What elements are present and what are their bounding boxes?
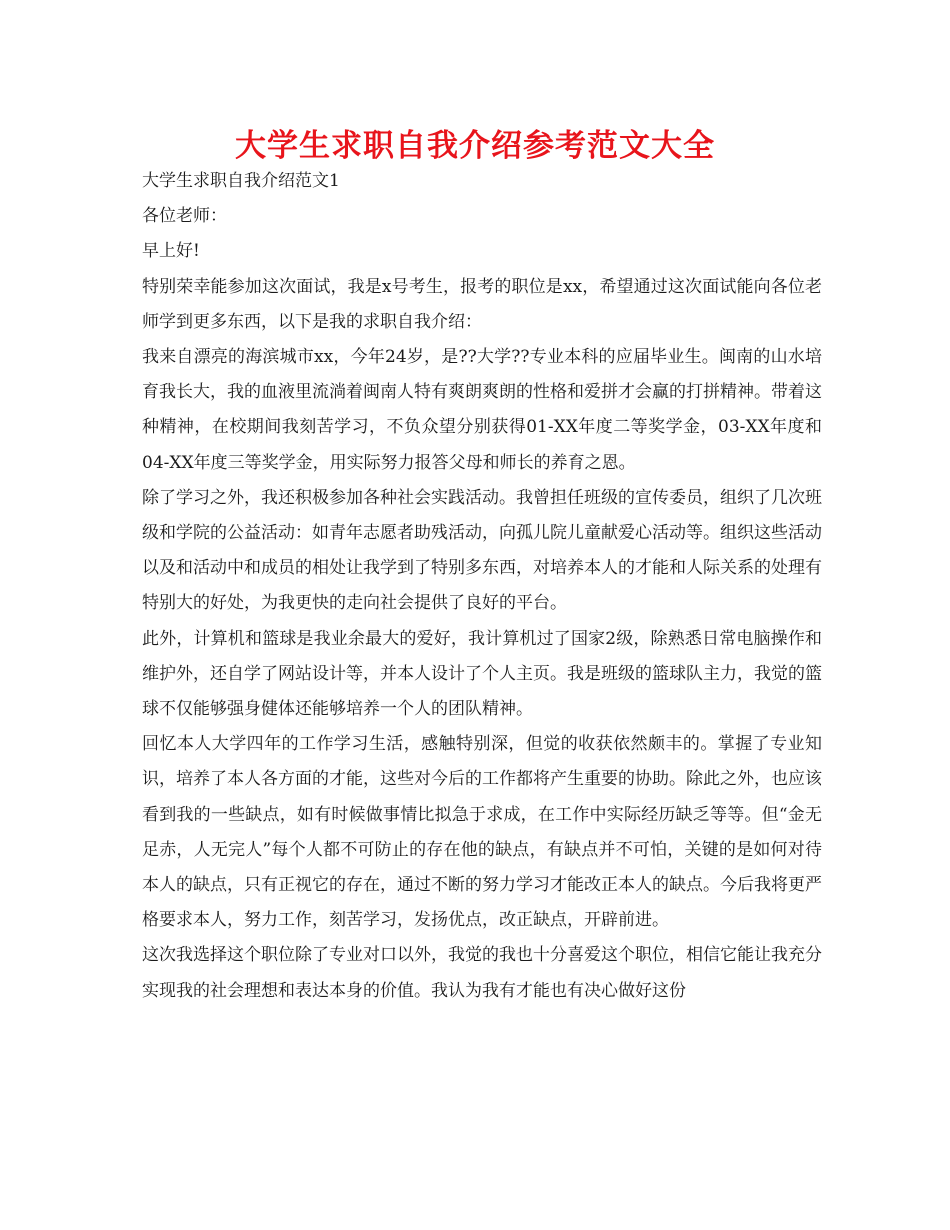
paragraph-greeting: 早上好! <box>142 241 200 262</box>
paragraph-reflection: 回忆本人大学四年的工作学习生活，感触特别深，但觉的收获依然颇丰的。掌握了专业知识，培养了本人各方面的才能，这些对今后的工作都将产生重要的协助。除此之外，也应该看到我的一些缺点，如有时候做事情比拟急于求成，在工作中实际经历缺乏等等。但“金无足赤，人无完人”每个人都不可防止的存在他的缺点，有缺点并不可怕，关键的是如何对待本人的缺点，只有正视它的存在，通过不断的努力学习才能改正本人的缺点。今后我将更严格要求本人，努力工作，刻苦学习，发扬优点，改正缺点，开辟前进。 <box>142 734 822 931</box>
document-title: 大学生求职自我介绍参考范文大全 <box>235 128 715 164</box>
document-body <box>142 164 822 1009</box>
paragraph-subtitle: 大学生求职自我介绍范文1 <box>142 171 340 191</box>
paragraph-intro: 特别荣幸能参加这次面试，我是x号考生，报考的职位是xx，希望通过这次面试能向各位老师学到更多东西，以下是我的求职自我介绍： <box>142 276 822 332</box>
paragraph-hobbies: 此外，计算机和篮球是我业余最大的爱好，我计算机过了国家2级，除熟悉日常电脑操作和维护外，还自学了网站设计等，并本人设计了个人主页。我是班级的篮球队主力，我觉的篮球不仅能够强身健体还能够培养一个人的团队精神。 <box>142 628 822 720</box>
paragraph-salutation: 各位老师： <box>142 206 227 227</box>
paragraph-background: 我来自漂亮的海滨城市xx，今年24岁，是??大学??专业本科的应届毕业生。闽南的山水培育我长大，我的血液里流淌着闽南人特有爽朗爽朗的性格和爱拼才会赢的打拼精神。带着这种精神，在校期间我刻苦学习，不负众望分别获得01-XX年度二等奖学金，03-XX年度和04-XX年度三等奖学金，用实际努力报答父母和师长的养育之恩。 <box>142 347 822 473</box>
paragraph-motivation: 这次我选择这个职位除了专业对口以外，我觉的我也十分喜爱这个职位，相信它能让我充分实现我的社会理想和表达本身的价值。我认为我有才能也有决心做好这份 <box>142 945 822 1001</box>
paragraph-activities: 除了学习之外，我还积极参加各种社会实践活动。我曾担任班级的宣传委员，组织了几次班级和学院的公益活动：如青年志愿者助残活动，向孤儿院儿童献爱心活动等。组织这些活动以及和活动中和成员的相处让我学到了特别多东西，对培养本人的才能和人际关系的处理有特别大的好处，为我更快的走向社会提供了良好的平台。 <box>142 487 822 614</box>
